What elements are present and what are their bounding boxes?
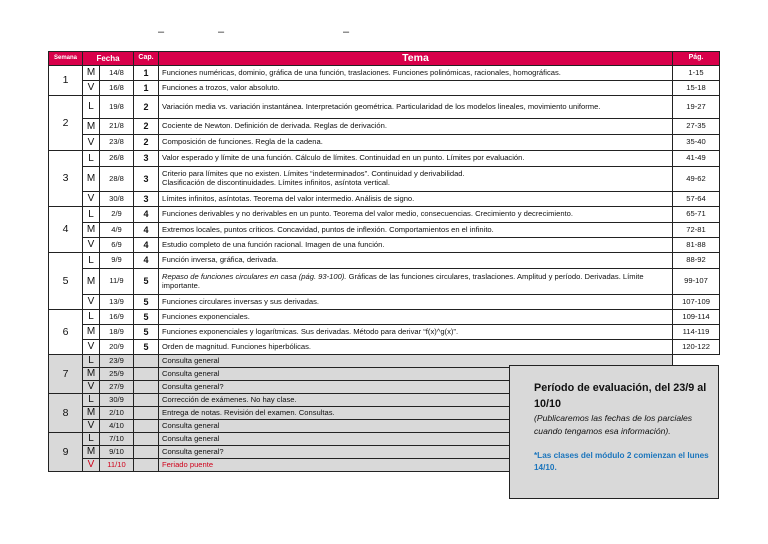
chapter: 1 bbox=[134, 81, 159, 96]
date: 4/9 bbox=[100, 223, 134, 238]
week-number: 5 bbox=[49, 253, 83, 310]
date: 19/8 bbox=[100, 96, 134, 119]
topic: Funciones a trozos, valor absoluto. bbox=[159, 81, 673, 96]
table-row bbox=[49, 81, 720, 96]
date: 7/10 bbox=[100, 433, 134, 446]
chapter: 3 bbox=[134, 167, 159, 192]
header-tema: Tema bbox=[159, 52, 673, 66]
header-dash: – bbox=[158, 26, 165, 38]
header-semana: Semana bbox=[49, 52, 83, 66]
table-row bbox=[49, 223, 720, 238]
topic: Extremos locales, puntos críticos. Concavidad, puntos de inflexión. Comportamientos en el infinito. bbox=[159, 223, 673, 238]
header-pag: Pág. bbox=[673, 52, 720, 66]
week-number: 6 bbox=[49, 310, 83, 355]
date: 2/9 bbox=[100, 207, 134, 223]
week-number: 2 bbox=[49, 96, 83, 151]
weekday: L bbox=[83, 433, 100, 446]
pages: 15-18 bbox=[673, 81, 720, 96]
date: 16/9 bbox=[100, 310, 134, 325]
pages: 27-35 bbox=[673, 119, 720, 135]
topic: Entrega de notas. Revisión del examen. Consultas. bbox=[159, 407, 673, 420]
chapter: 3 bbox=[134, 192, 159, 207]
date: 9/10 bbox=[100, 446, 134, 459]
chapter bbox=[134, 446, 159, 459]
date: 2/10 bbox=[100, 407, 134, 420]
header-dash: – bbox=[343, 26, 350, 38]
date: 25/9 bbox=[100, 368, 134, 381]
pages: 57-64 bbox=[673, 192, 720, 207]
weekday: V bbox=[83, 420, 100, 433]
header-dashes bbox=[0, 26, 768, 38]
topic: Límites infinitos, asíntotas. Teorema del valor intermedio. Análisis de signo. bbox=[159, 192, 673, 207]
table-row bbox=[49, 151, 720, 167]
chapter bbox=[134, 420, 159, 433]
pages: 19-27 bbox=[673, 96, 720, 119]
topic: Consulta general bbox=[159, 368, 673, 381]
pages: 88-92 bbox=[673, 253, 720, 269]
week-number: 4 bbox=[49, 207, 83, 253]
evaluation-note bbox=[509, 365, 719, 499]
weekday: V bbox=[83, 238, 100, 253]
date: 6/9 bbox=[100, 238, 134, 253]
chapter: 5 bbox=[134, 325, 159, 340]
date: 13/9 bbox=[100, 295, 134, 310]
weekday: M bbox=[83, 119, 100, 135]
weekday: L bbox=[83, 207, 100, 223]
chapter: 4 bbox=[134, 207, 159, 223]
topic: Funciones exponenciales y logarítmicas. Sus derivadas. Método para derivar “f(x)^g(x)”. bbox=[159, 325, 673, 340]
table-row bbox=[49, 310, 720, 325]
weekday: M bbox=[83, 407, 100, 420]
topic: Consulta general bbox=[159, 355, 673, 368]
weekday: M bbox=[83, 167, 100, 192]
topic: Consulta general bbox=[159, 433, 673, 446]
weekday: V bbox=[83, 81, 100, 96]
topic: Composición de funciones. Regla de la cadena. bbox=[159, 135, 673, 151]
note-italic: (Publicaremos las fechas de los parciales cuando tengamos esa información). bbox=[534, 413, 693, 437]
date: 16/8 bbox=[100, 81, 134, 96]
topic: Consulta general bbox=[159, 420, 673, 433]
note-module2: *Las clases del módulo 2 comienzan el lunes 14/10. bbox=[534, 451, 709, 473]
topic bbox=[159, 167, 673, 192]
week-number: 8 bbox=[49, 394, 83, 433]
date: 21/8 bbox=[100, 119, 134, 135]
topic: Valor esperado y límite de una función. Cálculo de límites. Continuidad en un punto. Límites por evaluación. bbox=[159, 151, 673, 167]
pages: 120-122 bbox=[673, 340, 720, 355]
table-row bbox=[49, 167, 720, 192]
table-row bbox=[49, 135, 720, 151]
date: 23/8 bbox=[100, 135, 134, 151]
pages: 49-62 bbox=[673, 167, 720, 192]
weekday: V bbox=[83, 381, 100, 394]
chapter bbox=[134, 381, 159, 394]
note-title: Período de evaluación, del 23/9 al 10/10 bbox=[534, 382, 707, 411]
week-number: 3 bbox=[49, 151, 83, 207]
table-row bbox=[49, 192, 720, 207]
topic: Feriado puente bbox=[159, 459, 673, 472]
weekday: V bbox=[83, 192, 100, 207]
weekday: L bbox=[83, 310, 100, 325]
weekday: M bbox=[83, 66, 100, 81]
date: 11/9 bbox=[100, 269, 134, 295]
weekday: V bbox=[83, 459, 100, 472]
chapter bbox=[134, 368, 159, 381]
pages: 65-71 bbox=[673, 207, 720, 223]
week-number: 1 bbox=[49, 66, 83, 96]
pages: 41-49 bbox=[673, 151, 720, 167]
date: 11/10 bbox=[100, 459, 134, 472]
chapter: 2 bbox=[134, 135, 159, 151]
chapter: 4 bbox=[134, 253, 159, 269]
table-row bbox=[49, 96, 720, 119]
date: 28/8 bbox=[100, 167, 134, 192]
date: 9/9 bbox=[100, 253, 134, 269]
topic-italic: Repaso de funciones circulares en casa (pág. 93-100). bbox=[162, 271, 347, 281]
topic: Orden de magnitud. Funciones hiperbólicas. bbox=[159, 340, 673, 355]
topic: Funciones derivables y no derivables en un punto. Teorema del valor medio, consecuencias. Crecimiento y decrecimiento. bbox=[159, 207, 673, 223]
topic-line: Criterio para límites que no existen. Límites “indeterminados”. Continuidad y derivabilidad. bbox=[162, 169, 465, 179]
weekday: M bbox=[83, 368, 100, 381]
chapter: 4 bbox=[134, 223, 159, 238]
topic: Cociente de Newton. Definición de derivada. Reglas de derivación. bbox=[159, 119, 673, 135]
pages: 35-40 bbox=[673, 135, 720, 151]
weekday: L bbox=[83, 151, 100, 167]
weekday: V bbox=[83, 340, 100, 355]
table-row bbox=[49, 295, 720, 310]
topic: Función inversa, gráfica, derivada. bbox=[159, 253, 673, 269]
chapter: 3 bbox=[134, 151, 159, 167]
chapter: 5 bbox=[134, 310, 159, 325]
date: 20/9 bbox=[100, 340, 134, 355]
table-row bbox=[49, 325, 720, 340]
chapter bbox=[134, 433, 159, 446]
chapter bbox=[134, 459, 159, 472]
table-row bbox=[49, 340, 720, 355]
date: 23/9 bbox=[100, 355, 134, 368]
topic: Funciones numéricas, dominio, gráfica de una función, traslaciones. Funciones polinómicas, racionales, homográficas. bbox=[159, 66, 673, 81]
weekday: V bbox=[83, 135, 100, 151]
topic: Corrección de exámenes. No hay clase. bbox=[159, 394, 673, 407]
weekday: M bbox=[83, 269, 100, 295]
date: 26/8 bbox=[100, 151, 134, 167]
date: 18/9 bbox=[100, 325, 134, 340]
topic: Variación media vs. variación instantánea. Interpretación geométrica. Particularidad de los modelos lineales, movimiento uniforme. bbox=[159, 96, 673, 119]
pages: 114-119 bbox=[673, 325, 720, 340]
topic: Estudio completo de una función racional. Imagen de una función. bbox=[159, 238, 673, 253]
topic: Consulta general? bbox=[159, 446, 673, 459]
topic-line: Clasificación de discontinuidades. Límites infinitos, asíntota vertical. bbox=[162, 178, 390, 187]
week-number: 7 bbox=[49, 355, 83, 394]
table-row bbox=[49, 238, 720, 253]
chapter: 4 bbox=[134, 238, 159, 253]
chapter: 2 bbox=[134, 119, 159, 135]
chapter: 5 bbox=[134, 340, 159, 355]
topic-text: Gráficas de las funciones circulares, traslaciones. Amplitud y período. Derivadas. Límite importante. bbox=[162, 271, 644, 290]
weekday: L bbox=[83, 394, 100, 407]
pages: 99-107 bbox=[673, 269, 720, 295]
weekday: M bbox=[83, 446, 100, 459]
date: 27/9 bbox=[100, 381, 134, 394]
chapter bbox=[134, 394, 159, 407]
chapter bbox=[134, 407, 159, 420]
header-cap: Cap. bbox=[134, 52, 159, 66]
chapter: 5 bbox=[134, 269, 159, 295]
chapter bbox=[134, 355, 159, 368]
table-row bbox=[49, 66, 720, 81]
weekday: M bbox=[83, 325, 100, 340]
topic: Funciones circulares inversas y sus derivadas. bbox=[159, 295, 673, 310]
header-fecha: Fecha bbox=[83, 52, 134, 66]
weekday: L bbox=[83, 96, 100, 119]
weekday: V bbox=[83, 295, 100, 310]
table-row bbox=[49, 207, 720, 223]
table-row bbox=[49, 269, 720, 295]
topic: Funciones exponenciales. bbox=[159, 310, 673, 325]
pages: 109-114 bbox=[673, 310, 720, 325]
pages: 107-109 bbox=[673, 295, 720, 310]
week-number: 9 bbox=[49, 433, 83, 472]
chapter: 1 bbox=[134, 66, 159, 81]
pages: 1-15 bbox=[673, 66, 720, 81]
header-dash: – bbox=[218, 26, 225, 38]
topic: Consulta general? bbox=[159, 381, 673, 394]
topic bbox=[159, 269, 673, 295]
date: 30/9 bbox=[100, 394, 134, 407]
table-header-row bbox=[49, 52, 720, 66]
weekday: L bbox=[83, 253, 100, 269]
pages: 81-88 bbox=[673, 238, 720, 253]
weekday: M bbox=[83, 223, 100, 238]
date: 30/8 bbox=[100, 192, 134, 207]
pages: 72-81 bbox=[673, 223, 720, 238]
date: 4/10 bbox=[100, 420, 134, 433]
table-row bbox=[49, 253, 720, 269]
weekday: L bbox=[83, 355, 100, 368]
table-row bbox=[49, 119, 720, 135]
chapter: 2 bbox=[134, 96, 159, 119]
date: 14/8 bbox=[100, 66, 134, 81]
chapter: 5 bbox=[134, 295, 159, 310]
